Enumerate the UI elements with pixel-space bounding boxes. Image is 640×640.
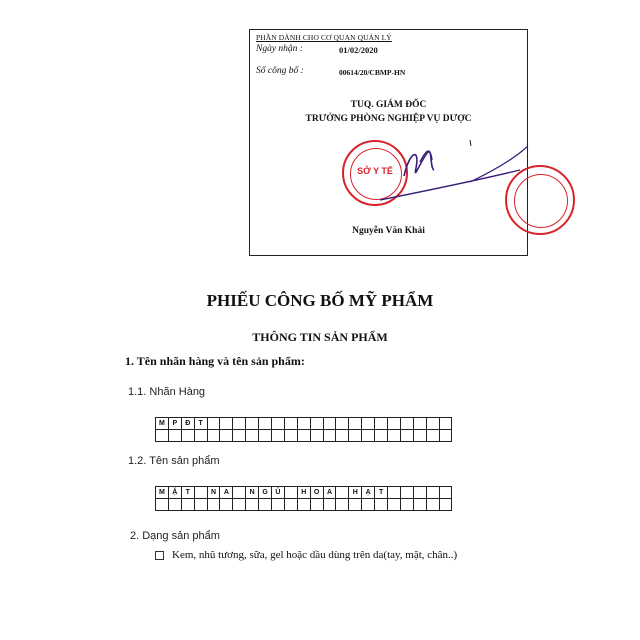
grid-cell bbox=[233, 498, 246, 511]
product-name-label: 1.2. Tên sản phẩm bbox=[128, 455, 220, 467]
grid-cell bbox=[182, 429, 195, 442]
grid-cell: M bbox=[156, 486, 169, 499]
grid-cell: O bbox=[311, 486, 324, 499]
grid-cell bbox=[156, 429, 169, 442]
product-form-option: Kem, nhũ tương, sữa, gel hoặc dầu dùng trên da(tay, mặt, chân..) bbox=[172, 549, 458, 561]
signer-title-line1: TUQ. GIÁM ĐỐC bbox=[350, 100, 427, 110]
grid-cell bbox=[349, 429, 362, 442]
grid-cell bbox=[298, 429, 311, 442]
grid-cell: Ặ bbox=[169, 486, 182, 499]
grid-cell: H bbox=[298, 486, 311, 499]
grid-cell bbox=[414, 498, 427, 511]
grid-cell bbox=[388, 498, 401, 511]
grid-cell bbox=[427, 498, 440, 511]
grid-cell: N bbox=[246, 486, 259, 499]
grid-cell bbox=[324, 498, 337, 511]
grid-cell bbox=[220, 498, 233, 511]
grid-cell bbox=[169, 429, 182, 442]
grid-cell bbox=[272, 498, 285, 511]
grid-cell: A bbox=[324, 486, 337, 499]
grid-cell bbox=[285, 498, 298, 511]
brand-label: 1.1. Nhãn Hàng bbox=[128, 386, 206, 398]
brand-grid-row2 bbox=[155, 429, 452, 442]
grid-cell: P bbox=[169, 417, 182, 430]
grid-cell bbox=[208, 498, 221, 511]
admin-header: PHẦN DÀNH CHO CƠ QUAN QUẢN LÝ bbox=[256, 33, 392, 42]
grid-cell bbox=[388, 429, 401, 442]
grid-cell bbox=[208, 429, 221, 442]
grid-cell bbox=[440, 498, 453, 511]
signer-title-line2: TRƯỞNG PHÒNG NGHIỆP VỤ DƯỢC bbox=[305, 114, 472, 124]
grid-cell bbox=[349, 498, 362, 511]
grid-cell: A bbox=[220, 486, 233, 499]
grid-cell bbox=[246, 429, 259, 442]
grid-cell bbox=[220, 429, 233, 442]
grid-cell bbox=[336, 498, 349, 511]
grid-cell bbox=[375, 429, 388, 442]
grid-cell: T bbox=[375, 486, 388, 499]
grid-cell bbox=[246, 498, 259, 511]
product-form-checkbox[interactable] bbox=[155, 551, 164, 560]
publication-number-value: 00614/20/CBMP-HN bbox=[339, 68, 406, 77]
grid-cell bbox=[182, 498, 195, 511]
section-1-heading: 1. Tên nhãn hàng và tên sản phẩm: bbox=[125, 354, 305, 368]
document-title: PHIẾU CÔNG BỐ MỸ PHẨM bbox=[206, 291, 434, 310]
grid-cell bbox=[298, 498, 311, 511]
grid-cell bbox=[311, 498, 324, 511]
grid-cell bbox=[156, 498, 169, 511]
grid-cell bbox=[362, 429, 375, 442]
grid-cell bbox=[195, 429, 208, 442]
publication-number-label: Số công bố : bbox=[256, 66, 304, 76]
grid-cell bbox=[233, 429, 246, 442]
grid-cell bbox=[414, 429, 427, 442]
grid-cell: M bbox=[156, 417, 169, 430]
grid-cell bbox=[324, 429, 337, 442]
grid-cell bbox=[440, 429, 453, 442]
grid-cell bbox=[195, 498, 208, 511]
grid-cell bbox=[401, 429, 414, 442]
seal-label: SỞ Y TẾ bbox=[357, 166, 393, 176]
signer-name: Nguyễn Văn Khải bbox=[352, 226, 425, 236]
grid-cell: T bbox=[182, 486, 195, 499]
grid-cell: H bbox=[349, 486, 362, 499]
grid-cell: N bbox=[208, 486, 221, 499]
grid-cell: G bbox=[259, 486, 272, 499]
grid-cell bbox=[336, 429, 349, 442]
grid-cell: Ạ bbox=[362, 486, 375, 499]
grid-cell: Đ bbox=[182, 417, 195, 430]
product-form-label: 2. Dạng sản phẩm bbox=[130, 530, 220, 542]
product-name-grid-row2 bbox=[155, 498, 452, 511]
grid-cell: Ủ bbox=[272, 486, 285, 499]
grid-cell bbox=[169, 498, 182, 511]
grid-cell bbox=[362, 498, 375, 511]
grid-cell bbox=[427, 429, 440, 442]
grid-cell bbox=[375, 498, 388, 511]
grid-cell bbox=[259, 498, 272, 511]
grid-cell: T bbox=[195, 417, 208, 430]
grid-cell bbox=[401, 498, 414, 511]
grid-cell bbox=[311, 429, 324, 442]
grid-cell bbox=[272, 429, 285, 442]
received-date-value: 01/02/2020 bbox=[339, 45, 378, 55]
grid-cell bbox=[285, 429, 298, 442]
document-subtitle: THÔNG TIN SẢN PHẨM bbox=[252, 330, 388, 344]
grid-cell bbox=[259, 429, 272, 442]
received-date-label: Ngày nhận : bbox=[256, 44, 303, 54]
